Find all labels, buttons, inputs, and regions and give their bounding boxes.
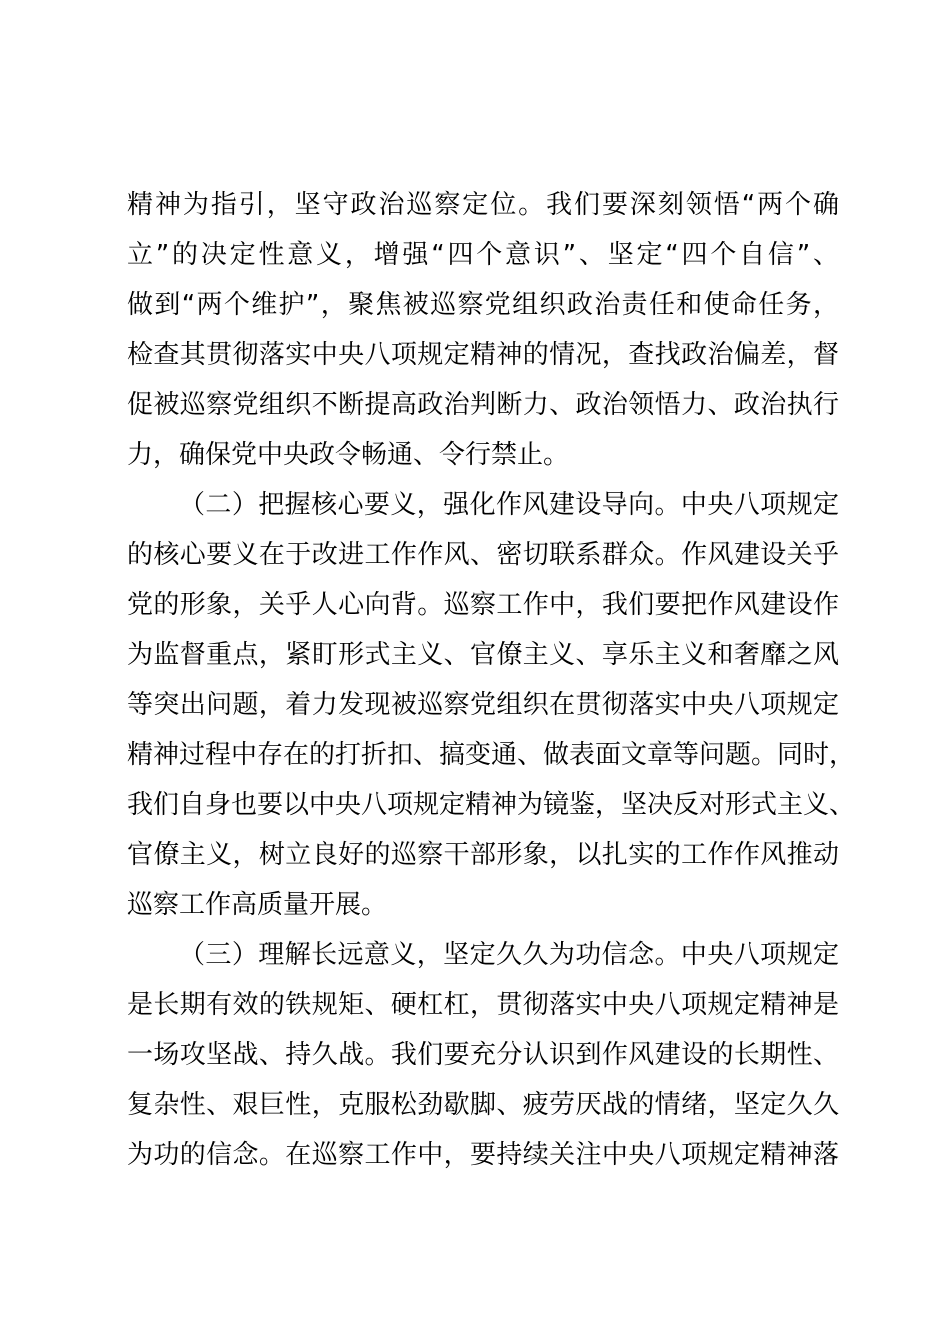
text-line: 巡察工作高质量开展。 (127, 890, 388, 920)
text-line: 促被巡察党组织不断提高政治判断力、政治领悟力、政治执行 (127, 390, 839, 420)
text-line: 的核心要义在于改进工作作风、密切联系群众。作风建设关乎 (127, 540, 839, 570)
text-line: 力，确保党中央政令畅通、令行禁止。 (127, 440, 570, 470)
text-line: 一场攻坚战、持久战。我们要充分认识到作风建设的长期性、 (127, 1040, 839, 1070)
text-line: 是长期有效的铁规矩、硬杠杠，贯彻落实中央八项规定精神是 (127, 990, 839, 1020)
text-line: 做到“两个维护”，聚焦被巡察党组织政治责任和使命任务， (127, 290, 839, 320)
text-line: 立”的决定性意义，增强“四个意识”、坚定“四个自信”、 (127, 240, 839, 270)
text-line: 为监督重点，紧盯形式主义、官僚主义、享乐主义和奢靡之风 (127, 640, 839, 670)
document-body (127, 180, 856, 1180)
section-heading-line: （三）理解长远意义，坚定久久为功信念。中央八项规定 (179, 940, 839, 970)
text-line: 精神过程中存在的打折扣、搞变通、做表面文章等问题。同时， (127, 740, 856, 770)
text-line: 精神为指引，坚守政治巡察定位。我们要深刻领悟“两个确 (127, 190, 839, 220)
text-line: 党的形象，关乎人心向背。巡察工作中，我们要把作风建设作 (127, 590, 839, 620)
text-line: 等突出问题，着力发现被巡察党组织在贯彻落实中央八项规定 (127, 690, 839, 720)
text-line: 为功的信念。在巡察工作中，要持续关注中央八项规定精神落 (127, 1140, 839, 1170)
section-heading-line: （二）把握核心要义，强化作风建设导向。中央八项规定 (179, 490, 839, 520)
text-line: 复杂性、艰巨性，克服松劲歇脚、疲劳厌战的情绪，坚定久久 (127, 1090, 839, 1120)
text-line: 官僚主义，树立良好的巡察干部形象，以扎实的工作作风推动 (127, 840, 839, 870)
text-line: 我们自身也要以中央八项规定精神为镜鉴，坚决反对形式主义、 (127, 790, 856, 820)
text-line: 检查其贯彻落实中央八项规定精神的情况，查找政治偏差，督 (127, 340, 839, 370)
